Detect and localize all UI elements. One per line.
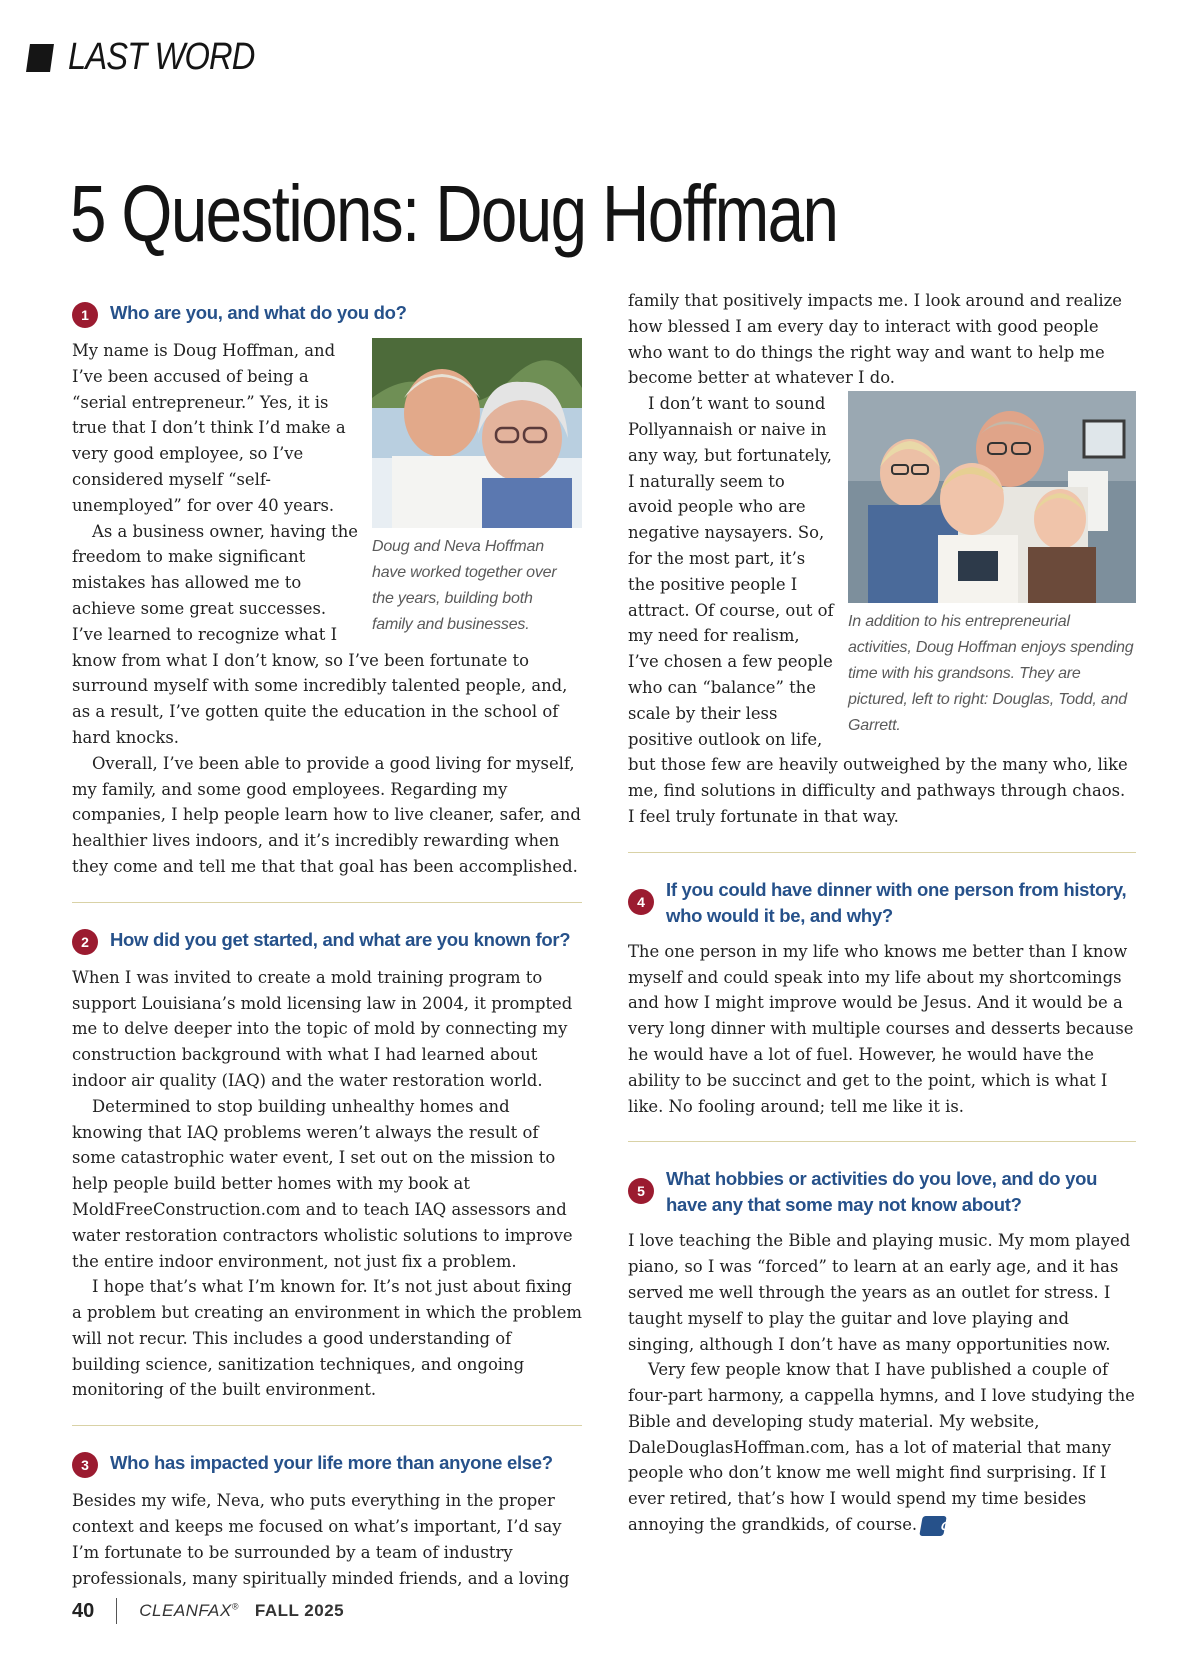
question-2-heading [72, 927, 582, 955]
question-number-badge: 3 [72, 1452, 98, 1478]
section-divider [72, 1425, 582, 1426]
answer-2-paragraph-2: Determined to stop building unhealthy homes and knowing that IAQ problems weren’t always the result of some catastrophic water event, I set out on the mission to help people build better homes with my book at MoldFreeConstruction.com and to teach IAQ assessors and water restoration contractors wholistic solutions to improve the entire indoor environment, not just fix a problem. [72, 1096, 573, 1271]
section-label [28, 36, 285, 79]
right-column [628, 288, 1136, 1538]
grandsons-photo [848, 391, 1136, 603]
question-text: Who are you, and what do you do? [110, 302, 407, 323]
question-1-heading [72, 300, 582, 328]
magazine-name-text: CLEANFAX [139, 1601, 232, 1620]
article-title: 5 Questions: Doug Hoffman [70, 169, 838, 258]
footer-divider [116, 1598, 117, 1624]
registered-mark: ® [231, 1601, 239, 1612]
page-footer [72, 1598, 344, 1624]
answer-1-paragraph-2: As a business owner, having the freedom to make significant mistakes has allowed me to achieve some great successes. I’ve learned to recognize what I know from what I don’t know, so I’ve been fortunate to surround myself with some incredibly talented people, and, as a result, I’ve gotten quite the education in the school of hard knocks. [72, 521, 568, 747]
question-number-badge: 2 [72, 929, 98, 955]
section-divider [628, 1141, 1136, 1142]
answer-5-paragraph-2 [628, 1357, 1136, 1538]
question-number-badge: 1 [72, 302, 98, 328]
cleanfax-end-mark-icon: CF [919, 1516, 947, 1536]
grandsons-photo-block [848, 391, 1136, 739]
couple-photo-illustration [372, 338, 582, 528]
answer-1-paragraph-1: My name is Doug Hoffman, and I’ve been accused of being a “serial entrepreneur.” Yes, it is true that I don’t think I’d make a very good employee, so I’ve considered myself “self-unemployed” for over 40 years. [72, 341, 346, 515]
magazine-name [139, 1601, 239, 1621]
question-4-heading [628, 877, 1136, 929]
question-text-line-2: have any that some may not know about? [666, 1194, 1022, 1216]
question-text [666, 877, 1126, 929]
answer-5-paragraph-2-text: Very few people know that I have published a couple of four-part harmony, a cappella hymns, and I love studying the Bible and developing study material. My website, DaleDouglasHoffman.com, has a lot of material that many people who don’t know me well might find surprising. If I ever retired, that’s how I would spend my time besides annoying the grandkids, of course. [628, 1360, 1135, 1535]
question-3-heading [72, 1450, 582, 1478]
answer-3-paragraph-2: family that positively impacts me. I look around and realize how blessed I am every day to interact with good people who want to do things the right way and want to help me become better at whatever I do. [628, 291, 1122, 388]
question-number-badge: 4 [628, 889, 654, 915]
question-text-line-2: who would it be, and why? [666, 904, 893, 926]
grandsons-photo-illustration [848, 391, 1136, 603]
answer-4-paragraph-1: The one person in my life who knows me better than I know myself and could speak into my life about my shortcomings and how I might improve would be Jesus. And it would be a very long dinner with multiple courses and desserts because he would have a lot of fuel. However, he would have the ability to be succinct and get to the point, which is what I like. No fooling around; tell me like it is. [628, 941, 1134, 1116]
couple-photo-block [372, 338, 582, 638]
question-text: Who has impacted your life more than anyone else? [110, 1452, 553, 1474]
grandsons-photo-caption: In addition to his entrepreneurial activities, Doug Hoffman enjoys spending time with his grandsons. They are pictured, left to right: Douglas, Todd, and Garrett. [848, 613, 1134, 735]
section-divider [628, 852, 1136, 853]
answer-2-paragraph-3: I hope that’s what I’m known for. It’s not just about fixing a problem but creating an environment in which the problem will not recur. This includes a good understanding of building science, sanitization techniques, and ongoing monitoring of the built environment. [72, 1277, 582, 1400]
issue-label: FALL 2025 [254, 1601, 345, 1620]
page-number: 40 [72, 1599, 95, 1622]
section-divider [72, 902, 582, 903]
section-label-text: LAST WORD [68, 36, 255, 78]
question-text-line-1: If you could have dinner with one person from history, [666, 878, 1127, 900]
question-text-line-1: What hobbies or activities do you love, and do you [666, 1168, 1098, 1190]
left-column [72, 300, 582, 1591]
couple-photo [372, 338, 582, 528]
answer-3-paragraph-3: I don’t want to sound Pollyannaish or naive in any way, but fortunately, I naturally seem to avoid people who are negative naysayers. So, for the most part, it’s the positive people I attract. Of course, out of my need for realism, I’ve chosen a few people who can “balance” the scale by their less positive outlook on life, but those few are heavily outweighed by the many who, like me, find solutions in difficulty and pathways through chaos. I feel truly fortunate in that way. [628, 394, 1128, 826]
question-5-heading [628, 1166, 1136, 1218]
answer-1-paragraph-3: Overall, I’ve been able to provide a good living for myself, my family, and some good employees. Regarding my companies, I help people learn how to live cleaner, safer, and healthier lives indoors, and it’s incredibly rewarding when they come and tell me that that goal has been accomplished. [72, 753, 581, 876]
question-text [666, 1166, 1097, 1218]
question-text: How did you get started, and what are you known for? [110, 928, 571, 950]
question-number-badge: 5 [628, 1178, 654, 1204]
section-square-icon [26, 44, 54, 72]
answer-5-paragraph-1: I love teaching the Bible and playing music. My mom played piano, so I was “forced” to learn at an early age, and it has served me well through the years as an outlet for stress. I taught myself to play the guitar and love playing and singing, although I don’t have as many opportunities now. [628, 1231, 1131, 1354]
answer-2-paragraph-1: When I was invited to create a mold training program to support Louisiana’s mold licensing law in 2004, it prompted me to delve deeper into the topic of mold by connecting my construction background with what I had learned about indoor air quality (IAQ) and the water restoration world. [72, 967, 573, 1090]
answer-3-paragraph-1: Besides my wife, Neva, who puts everything in the proper context and keeps me focused on what’s important, I’d say I’m fortunate to be surrounded by a team of industry professionals, many spiritually minded friends, and a loving [72, 1491, 570, 1588]
couple-photo-caption: Doug and Neva Hoffman have worked together over the years, building both family and businesses. [372, 538, 557, 633]
